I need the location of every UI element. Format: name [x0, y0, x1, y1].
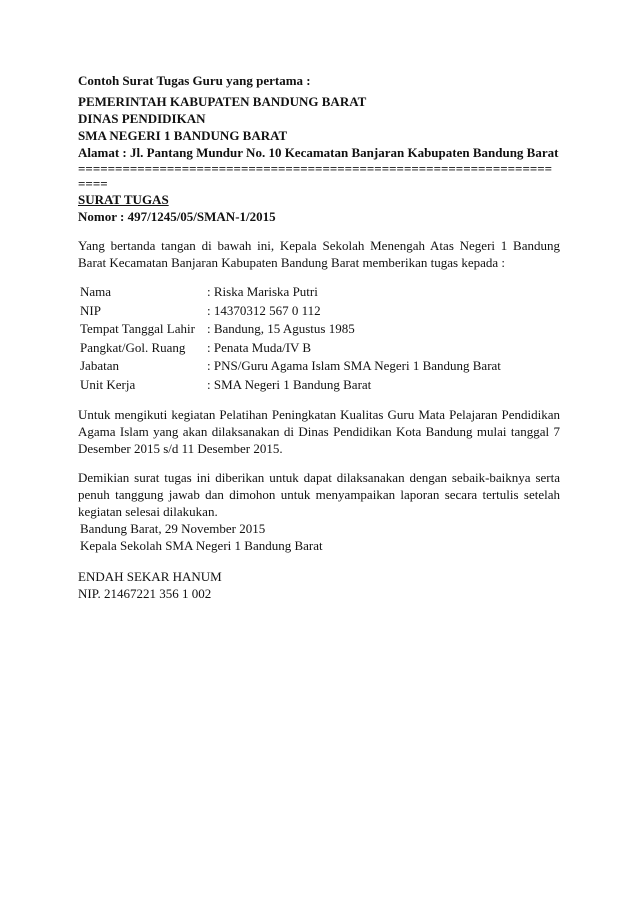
intro-heading: Contoh Surat Tugas Guru yang pertama :	[78, 73, 311, 88]
identity-value: : Riska Mariska Putri	[207, 284, 318, 299]
identity-row	[80, 376, 501, 395]
place-date: Bandung Barat, 29 November 2015	[80, 521, 266, 536]
identity-key: Tempat Tanggal Lahir	[80, 321, 195, 336]
identity-key: Jabatan	[80, 358, 119, 373]
kop-line-dinas: DINAS PENDIDIKAN	[78, 111, 206, 126]
identity-key: Unit Kerja	[80, 376, 136, 392]
closing-paragraph: Demikian surat tugas ini diberikan untuk dapat dilaksanakan dengan sebaik-baiknya serta penuh tanggung jawab dan dimohon untuk menyampaikan laporan secara tertulis setelah kegiatan selesai dilakukan.	[78, 470, 560, 519]
identity-value: : Bandung, 15 Agustus 1985	[207, 321, 355, 336]
kop-line-sekolah: SMA NEGERI 1 BANDUNG BARAT	[78, 128, 288, 143]
kop-separator: ================================================================	[78, 161, 553, 176]
identity-value: : 14370312 567 0 112	[207, 302, 321, 318]
identity-table	[80, 283, 501, 394]
identity-value: : PNS/Guru Agama Islam SMA Negeri 1 Bandung Barat	[207, 358, 501, 373]
identity-value: : SMA Negeri 1 Bandung Barat	[207, 376, 372, 392]
identity-row	[80, 339, 501, 358]
opening-paragraph: Yang bertanda tangan di bawah ini, Kepala Sekolah Menengah Atas Negeri 1 Bandung Barat Kecamatan Banjaran Kabupaten Bandung Barat memberikan tugas kepada :	[78, 238, 560, 270]
kop-address: Alamat : Jl. Pantang Mundur No. 10 Kecamatan Banjaran Kabupaten Bandung Barat	[78, 145, 559, 160]
identity-value: : Penata Muda/IV B	[207, 339, 312, 355]
identity-row	[80, 283, 501, 302]
signer-title: Kepala Sekolah SMA Negeri 1 Bandung Barat	[80, 538, 323, 553]
identity-row	[80, 357, 501, 376]
identity-key: Nama	[80, 284, 112, 299]
signer-name: ENDAH SEKAR HANUM	[78, 569, 222, 584]
identity-key: Pangkat/Gol. Ruang	[80, 339, 186, 355]
kop-line-pemerintah: PEMERINTAH KABUPATEN BANDUNG BARAT	[78, 94, 367, 109]
letter-page	[78, 72, 560, 602]
body-paragraph: Untuk mengikuti kegiatan Pelatihan Peningkatan Kualitas Guru Mata Pelajaran Pendidikan Agama Islam yang akan dilaksanakan di Dinas Pendidikan Kota Bandung mulai tanggal 7 Desember 2015 s/d 11 Desember 2015.	[78, 407, 560, 456]
identity-row	[80, 320, 501, 339]
identity-row	[80, 302, 501, 321]
identity-key: NIP	[80, 302, 101, 318]
kop-separator-tail: ====	[78, 176, 108, 191]
letter-title: SURAT TUGAS	[78, 192, 169, 207]
signer-nip: NIP. 21467221 356 1 002	[78, 586, 212, 601]
letter-number: Nomor : 497/1245/05/SMAN-1/2015	[78, 209, 276, 224]
